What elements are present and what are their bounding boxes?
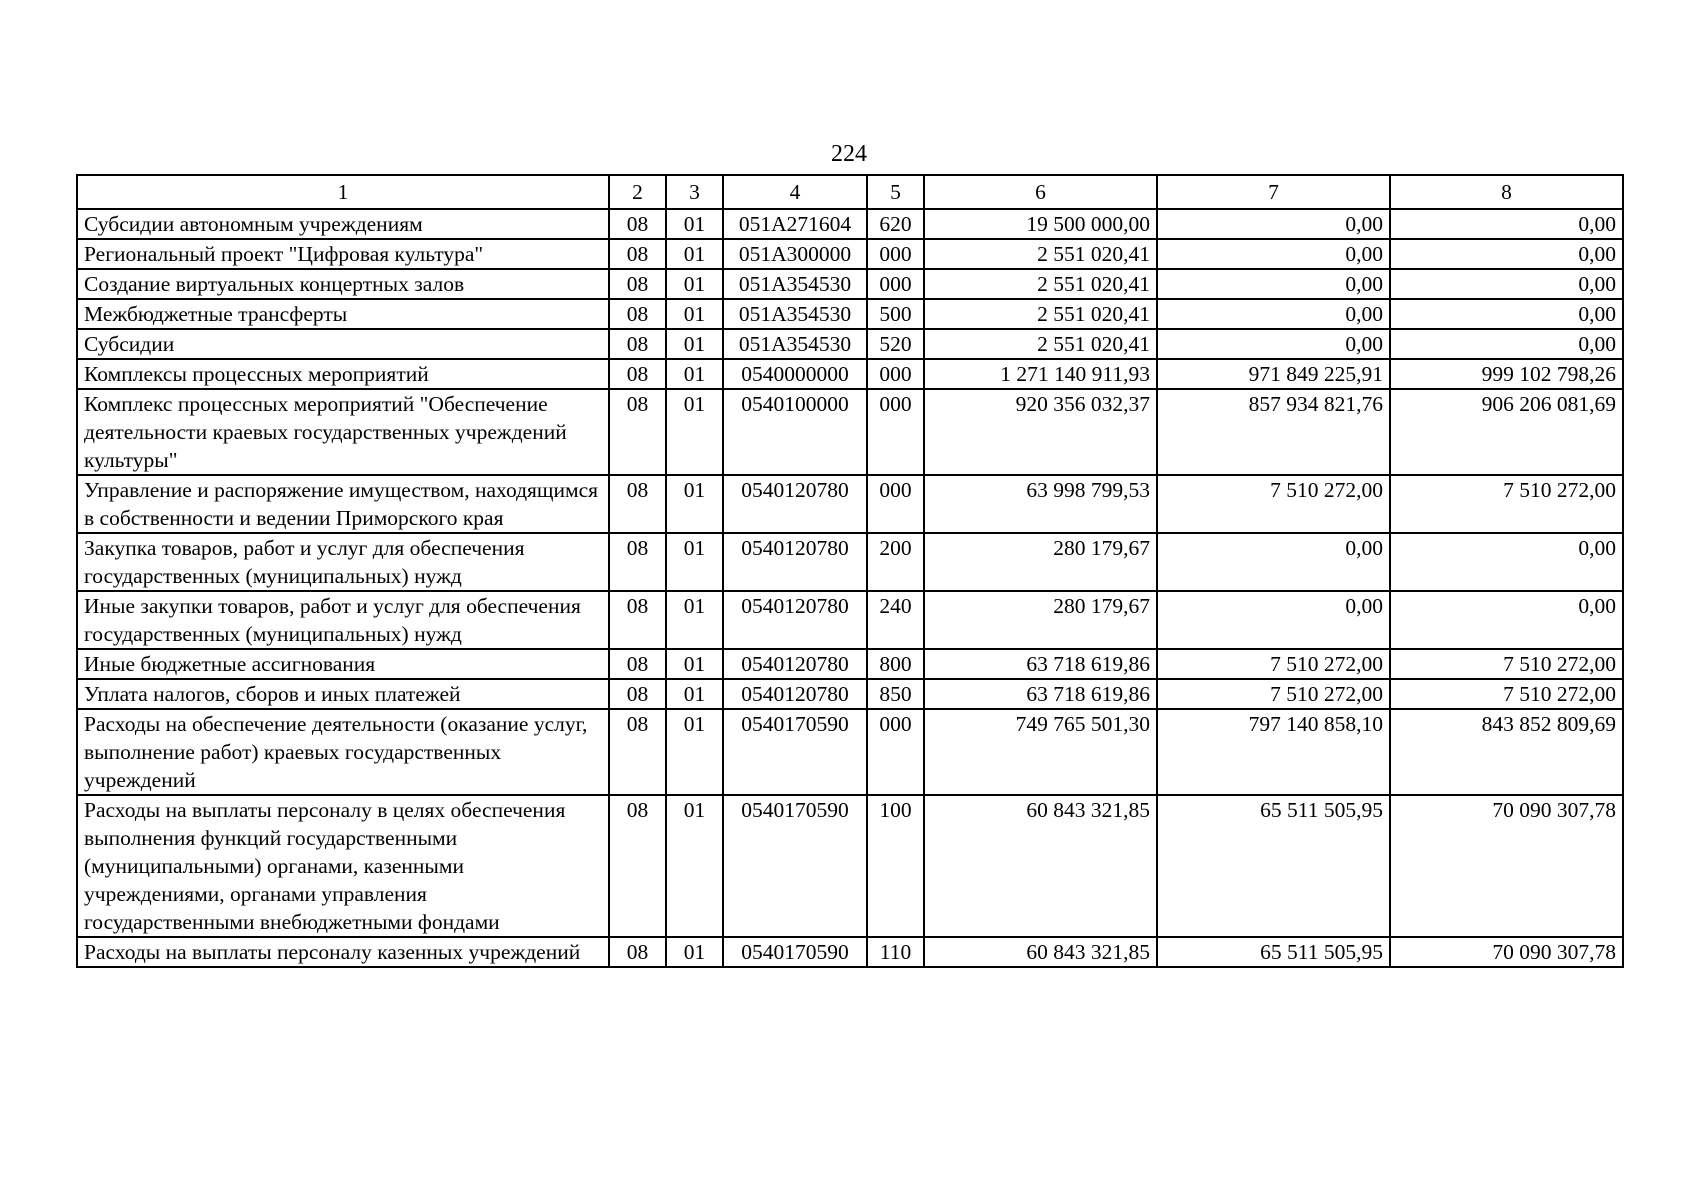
section-code-cell: 08 (609, 359, 666, 389)
subsection-code-cell: 01 (666, 329, 723, 359)
table-row (77, 649, 1623, 679)
section-code-cell: 08 (609, 329, 666, 359)
expense-type-cell: 500 (867, 299, 924, 329)
amount-col6-cell: 2 551 020,41 (924, 239, 1157, 269)
column-header: 5 (867, 175, 924, 209)
table-row (77, 389, 1623, 475)
amount-col7-cell: 0,00 (1157, 209, 1390, 239)
expense-type-cell: 850 (867, 679, 924, 709)
table-row (77, 239, 1623, 269)
expense-type-cell: 240 (867, 591, 924, 649)
subsection-code-cell: 01 (666, 679, 723, 709)
table-row (77, 795, 1623, 937)
column-header: 4 (723, 175, 867, 209)
section-code-cell: 08 (609, 299, 666, 329)
amount-col6-cell: 63 998 799,53 (924, 475, 1157, 533)
target-article-cell: 0540120780 (723, 591, 867, 649)
amount-col7-cell: 7 510 272,00 (1157, 649, 1390, 679)
row-name-cell: Расходы на выплаты персоналу казенных учреждений (77, 937, 609, 967)
target-article-cell: 051A300000 (723, 239, 867, 269)
row-name-cell: Субсидии (77, 329, 609, 359)
amount-col8-cell: 7 510 272,00 (1390, 649, 1623, 679)
subsection-code-cell: 01 (666, 359, 723, 389)
amount-col7-cell: 971 849 225,91 (1157, 359, 1390, 389)
amount-col8-cell: 0,00 (1390, 239, 1623, 269)
expense-type-cell: 000 (867, 389, 924, 475)
table-row (77, 299, 1623, 329)
expense-type-cell: 000 (867, 359, 924, 389)
amount-col7-cell: 0,00 (1157, 269, 1390, 299)
table-row (77, 359, 1623, 389)
target-article-cell: 051A271604 (723, 209, 867, 239)
subsection-code-cell: 01 (666, 239, 723, 269)
budget-table (76, 174, 1624, 968)
amount-col6-cell: 60 843 321,85 (924, 937, 1157, 967)
section-code-cell: 08 (609, 591, 666, 649)
subsection-code-cell: 01 (666, 299, 723, 329)
subsection-code-cell: 01 (666, 209, 723, 239)
amount-col6-cell: 1 271 140 911,93 (924, 359, 1157, 389)
amount-col6-cell: 63 718 619,86 (924, 649, 1157, 679)
subsection-code-cell: 01 (666, 591, 723, 649)
column-header: 6 (924, 175, 1157, 209)
section-code-cell: 08 (609, 239, 666, 269)
expense-type-cell: 200 (867, 533, 924, 591)
expense-type-cell: 000 (867, 269, 924, 299)
amount-col6-cell: 2 551 020,41 (924, 299, 1157, 329)
row-name-cell: Межбюджетные трансферты (77, 299, 609, 329)
table-row (77, 591, 1623, 649)
amount-col8-cell: 70 090 307,78 (1390, 937, 1623, 967)
section-code-cell: 08 (609, 709, 666, 795)
section-code-cell: 08 (609, 475, 666, 533)
section-code-cell: 08 (609, 937, 666, 967)
amount-col8-cell: 7 510 272,00 (1390, 475, 1623, 533)
amount-col7-cell: 0,00 (1157, 533, 1390, 591)
row-name-cell: Уплата налогов, сборов и иных платежей (77, 679, 609, 709)
amount-col8-cell: 0,00 (1390, 209, 1623, 239)
row-name-cell: Комплекс процессных мероприятий "Обеспечение деятельности краевых государственных учреждений культуры" (77, 389, 609, 475)
row-name-cell: Управление и распоряжение имуществом, находящимся в собственности и ведении Приморского края (77, 475, 609, 533)
row-name-cell: Комплексы процессных мероприятий (77, 359, 609, 389)
section-code-cell: 08 (609, 533, 666, 591)
amount-col8-cell: 0,00 (1390, 269, 1623, 299)
subsection-code-cell: 01 (666, 795, 723, 937)
row-name-cell: Расходы на обеспечение деятельности (оказание услуг, выполнение работ) краевых государственных учреждений (77, 709, 609, 795)
target-article-cell: 051A354530 (723, 269, 867, 299)
amount-col6-cell: 2 551 020,41 (924, 269, 1157, 299)
subsection-code-cell: 01 (666, 269, 723, 299)
subsection-code-cell: 01 (666, 533, 723, 591)
expense-type-cell: 520 (867, 329, 924, 359)
table-row (77, 533, 1623, 591)
amount-col6-cell: 920 356 032,37 (924, 389, 1157, 475)
column-header: 7 (1157, 175, 1390, 209)
target-article-cell: 0540170590 (723, 795, 867, 937)
target-article-cell: 0540120780 (723, 475, 867, 533)
expense-type-cell: 000 (867, 709, 924, 795)
amount-col7-cell: 7 510 272,00 (1157, 475, 1390, 533)
amount-col7-cell: 0,00 (1157, 299, 1390, 329)
expense-type-cell: 620 (867, 209, 924, 239)
target-article-cell: 0540170590 (723, 937, 867, 967)
header-row (77, 175, 1623, 209)
row-name-cell: Создание виртуальных концертных залов (77, 269, 609, 299)
amount-col6-cell: 60 843 321,85 (924, 795, 1157, 937)
row-name-cell: Иные бюджетные ассигнования (77, 649, 609, 679)
amount-col8-cell: 0,00 (1390, 329, 1623, 359)
table-row (77, 709, 1623, 795)
target-article-cell: 0540120780 (723, 679, 867, 709)
amount-col7-cell: 0,00 (1157, 239, 1390, 269)
expense-type-cell: 000 (867, 475, 924, 533)
target-article-cell: 051A354530 (723, 329, 867, 359)
table-row (77, 209, 1623, 239)
section-code-cell: 08 (609, 795, 666, 937)
target-article-cell: 0540170590 (723, 709, 867, 795)
table-row (77, 269, 1623, 299)
column-header: 2 (609, 175, 666, 209)
table-row (77, 329, 1623, 359)
amount-col8-cell: 906 206 081,69 (1390, 389, 1623, 475)
amount-col8-cell: 843 852 809,69 (1390, 709, 1623, 795)
amount-col8-cell: 7 510 272,00 (1390, 679, 1623, 709)
amount-col8-cell: 0,00 (1390, 533, 1623, 591)
column-header: 3 (666, 175, 723, 209)
amount-col7-cell: 65 511 505,95 (1157, 795, 1390, 937)
amount-col6-cell: 63 718 619,86 (924, 679, 1157, 709)
amount-col8-cell: 0,00 (1390, 299, 1623, 329)
amount-col7-cell: 0,00 (1157, 329, 1390, 359)
row-name-cell: Иные закупки товаров, работ и услуг для обеспечения государственных (муниципальных) нужд (77, 591, 609, 649)
column-header: 8 (1390, 175, 1623, 209)
table-row (77, 475, 1623, 533)
row-name-cell: Расходы на выплаты персоналу в целях обеспечения выполнения функций государственными (муниципальными) органами, казенными учреждениями, органами управления государственными внебюджетными фондами (77, 795, 609, 937)
subsection-code-cell: 01 (666, 937, 723, 967)
section-code-cell: 08 (609, 209, 666, 239)
amount-col7-cell: 7 510 272,00 (1157, 679, 1390, 709)
expense-type-cell: 100 (867, 795, 924, 937)
amount-col6-cell: 280 179,67 (924, 533, 1157, 591)
row-name-cell: Закупка товаров, работ и услуг для обеспечения государственных (муниципальных) нужд (77, 533, 609, 591)
amount-col8-cell: 70 090 307,78 (1390, 795, 1623, 937)
expense-type-cell: 000 (867, 239, 924, 269)
section-code-cell: 08 (609, 649, 666, 679)
target-article-cell: 0540000000 (723, 359, 867, 389)
page-number: 224 (831, 141, 867, 167)
amount-col6-cell: 749 765 501,30 (924, 709, 1157, 795)
amount-col6-cell: 19 500 000,00 (924, 209, 1157, 239)
amount-col7-cell: 797 140 858,10 (1157, 709, 1390, 795)
table-row (77, 937, 1623, 967)
amount-col8-cell: 0,00 (1390, 591, 1623, 649)
row-name-cell: Региональный проект "Цифровая культура" (77, 239, 609, 269)
amount-col7-cell: 857 934 821,76 (1157, 389, 1390, 475)
amount-col6-cell: 280 179,67 (924, 591, 1157, 649)
subsection-code-cell: 01 (666, 709, 723, 795)
amount-col7-cell: 0,00 (1157, 591, 1390, 649)
section-code-cell: 08 (609, 679, 666, 709)
table-row (77, 679, 1623, 709)
subsection-code-cell: 01 (666, 475, 723, 533)
expense-type-cell: 110 (867, 937, 924, 967)
amount-col8-cell: 999 102 798,26 (1390, 359, 1623, 389)
row-name-cell: Субсидии автономным учреждениям (77, 209, 609, 239)
amount-col6-cell: 2 551 020,41 (924, 329, 1157, 359)
subsection-code-cell: 01 (666, 389, 723, 475)
target-article-cell: 0540120780 (723, 649, 867, 679)
expense-type-cell: 800 (867, 649, 924, 679)
column-header: 1 (77, 175, 609, 209)
amount-col7-cell: 65 511 505,95 (1157, 937, 1390, 967)
section-code-cell: 08 (609, 269, 666, 299)
target-article-cell: 051A354530 (723, 299, 867, 329)
target-article-cell: 0540120780 (723, 533, 867, 591)
table-body (77, 209, 1623, 967)
target-article-cell: 0540100000 (723, 389, 867, 475)
subsection-code-cell: 01 (666, 649, 723, 679)
section-code-cell: 08 (609, 389, 666, 475)
